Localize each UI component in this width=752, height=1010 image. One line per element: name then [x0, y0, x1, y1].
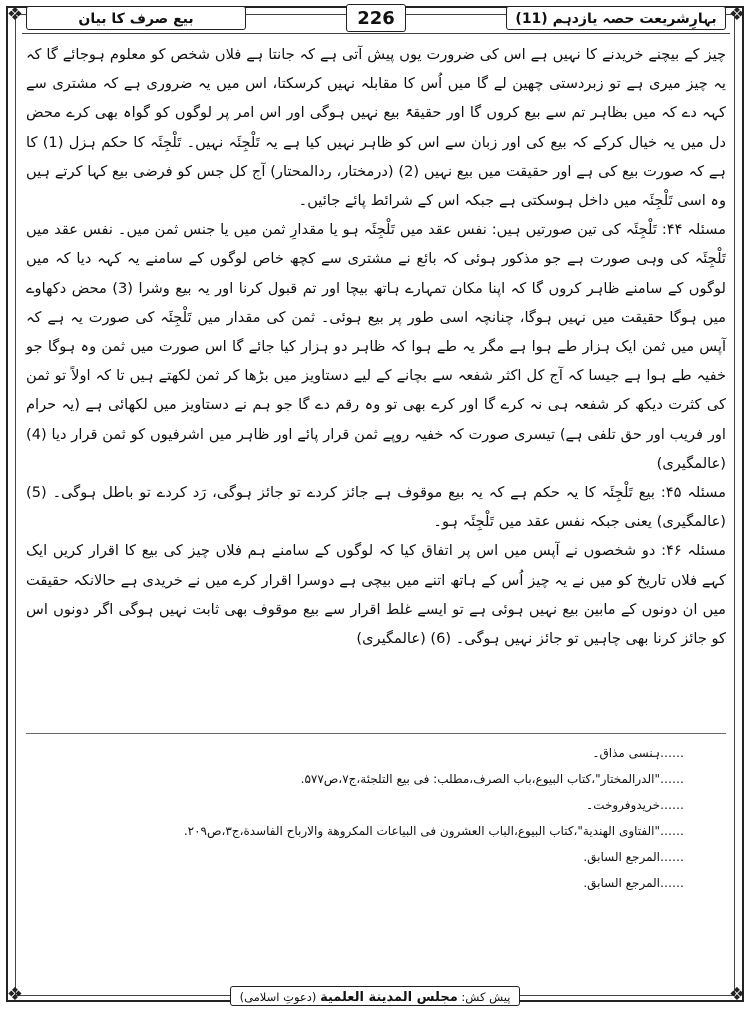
- book-title: بہارِشریعت حصہ یازدہم (11): [506, 6, 726, 30]
- header-rule: [22, 33, 730, 34]
- page-footer: [230, 986, 520, 1006]
- corner-ornament-icon: ❖: [728, 4, 746, 25]
- footnote-6: ……المرجع السابق.: [583, 876, 684, 890]
- masala-44: مسئلہ ۴۴: تَلْجِئَہ کی تین صورتیں ہیں: نفس عقد میں تَلْجِئَہ ہو یا مقدارِ ثمن میں یا جنس ثمن میں۔ نفس عقد میں تَلْجِئَہ کی وہی صورت ہے جو مذکور ہوئی کہ بائع نے مشتری سے کچھ خاص لوگوں کے سامنے یہ کہہ دیا کہ میں لوگوں کے سامنے ظاہر کروں گا کہ اپنا مکان تمہارے ہاتھ بیچا اور تم قبول کرنا اور یہ بیع وشرا (3) محض دکھاوے میں ہوگا حقیقت میں نہیں ہوگا، چنانچہ اسی طور پر بیع ہوئی۔ ثمن کی مقدار میں تَلْجِئَہ کی صورت یہ ہے کہ آپس میں ثمن ایک ہزار طے ہوا ہے مگر یہ طے ہوا کہ ظاہر دو ہزار کیا جائے گا اس صورت میں ثمن وہ ہوگا جو خفیہ طے ہوا ہے جیسا کہ آج کل اکثر شفعہ سے بچانے کے لیے دستاویز میں بڑھا کر ثمن لکھتے ہیں تا کہ اولاً تو ثمن کی کثرت دیکھ کر شفعہ ہی نہ کرے گا اور کرے بھی تو وہ رقم دے گا جو ہم نے دستاویز میں لکھائی ہے (یہ حرام اور فریب اور حق تلفی ہے) تیسری صورت کہ خفیہ روپے ثمن قرار پائے اور ظاہر میں اشرفیوں کو ثمن قرار دیا (4) (عالمگیری): [26, 221, 726, 472]
- masala-45: مسئلہ ۴۵: بیع تَلْجِئَہ کا یہ حکم ہے کہ یہ بیع موقوف ہے جائز کردے تو جائز ہوگی، رَد کردے تو باطل ہوگی۔ (5) (عالمگیری) یعنی جبکہ نفس عقد میں تَلْجِئَہ ہو۔: [26, 484, 726, 531]
- footer-org: مجلس المدینة العلمیة: [320, 990, 458, 1005]
- footnote-separator: [26, 733, 726, 734]
- page-number: 226: [346, 4, 406, 32]
- footnote-1: ……ہنسی مذاق۔: [592, 746, 684, 760]
- chapter-title: بیع صرف کا بیان: [26, 6, 246, 30]
- footnote-3: ……خریدوفروخت۔: [586, 798, 684, 812]
- footer-prefix: پیش کش:: [461, 990, 511, 1004]
- paragraph: چیز کے بیچنے خریدنے کا نہیں ہے اس کی ضرورت یوں پیش آتی ہے کہ جانتا ہے فلاں شخص کو معلوم ہوجائے گا کہ یہ چیز میری ہے تو زبردستی چھین لے گا میں اُس کا مقابلہ نہیں کرسکتا، اس میں یہ ضروری ہے کہ مشتری سے کہہ دے کہ میں بظاہر تم سے بیع کروں گا اور حقیقۃً بیع نہیں ہوگی اور اس امر پر لوگوں کو گواہ بھی کرے محض دل میں یہ خیال کرکے کہ بیع کی اور زبان سے اس کو ظاہر نہیں کیا ہے یہ تَلْجِئَہ نہیں۔ تَلْجِئَہ کا حکم ہزل (1) کا ہے کہ صورت بیع کی ہے اور حقیقت میں بیع نہیں (2) (درمختار، ردالمحتار) آج کل جس کو فرضی بیع کہا کرتے ہیں وہ اسی تَلْجِئَہ میں داخل ہوسکتی ہے جبکہ اس کے شرائط پائے جائیں۔: [26, 46, 727, 210]
- corner-ornament-icon: ❖: [6, 984, 24, 1005]
- footnote-2: ……"الدرالمختار"،کتاب البیوع،باب الصرف،مطلب: فی بیع التلجئة،ج۷،ص۵۷۷.: [300, 772, 684, 786]
- masala-46: مسئلہ ۴۶: دو شخصوں نے آپس میں اس پر اتفاق کیا کہ لوگوں کے سامنے ہم فلاں چیز کی بیع کا اقرار کریں ایک کہے فلاں تاریخ کو میں نے یہ چیز اُس کے ہاتھ اتنے میں بیچی ہے دوسرا اقرار کرے میں نے خریدی ہے حالانکہ حقیقت میں ان دونوں کے مابین بیع نہیں ہوئی ہے تو ایسے غلط اقرار سے بیع موقوف بھی ثابت نہیں ہوگی اگر دونوں اس کو جائز کرنا بھی چاہیں تو جائز نہیں ہوگی۔ (6) (عالمگیری): [26, 542, 727, 648]
- corner-ornament-icon: ❖: [6, 4, 24, 25]
- footnote-4: ……"الفتاوی الهندیة"،کتاب البیوع،الباب العشرون فی البیاعات المکروهة والارباح الفاسدة،ج۳،ص۲۰۹.: [183, 824, 684, 838]
- corner-ornament-icon: ❖: [728, 984, 746, 1005]
- footnote-5: ……المرجع السابق.: [583, 850, 684, 864]
- page-header: [22, 4, 730, 34]
- main-text: [26, 40, 726, 653]
- footnotes: [26, 740, 726, 896]
- footer-suffix: (دعوتِ اسلامی): [239, 990, 317, 1004]
